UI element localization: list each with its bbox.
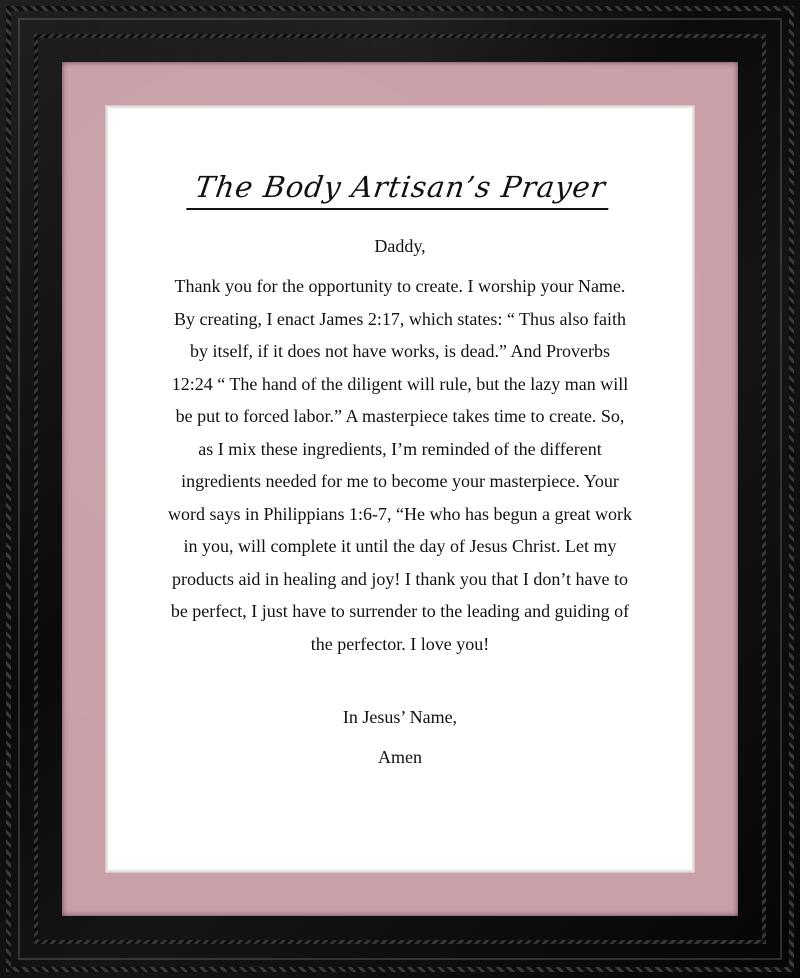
prayer-paper [108, 108, 692, 870]
prayer-body: Thank you for the opportunity to create. I worship your Name. By creating, I enact James 2:17, which states: “ Thus also faith by itself, if it does not have works, is dead.” And Proverbs 12:24 “ The hand of the diligent will rule, but the lazy man will be put to forced labor.” A masterpiece takes time to create. So, as I mix these ingredients, I’m reminded of the different ingredients needed for me to become your masterpiece. Your word says in Philippians 1:6-7, “He who has begun a great work in you, will complete it until the day of Jesus Christ. Let my products aid in healing and joy! I thank you that I don’t have to be perfect, I just have to surrender to the leading and guiding of the perfector. I love you! [168, 276, 632, 654]
prayer-signoff: Amen [378, 747, 422, 767]
prayer-title: The Body Artisan’s Prayer [186, 170, 614, 210]
prayer-closing: In Jesus’ Name, [342, 707, 458, 727]
title-wrap [108, 170, 692, 210]
prayer-greeting: Daddy, [374, 236, 426, 256]
